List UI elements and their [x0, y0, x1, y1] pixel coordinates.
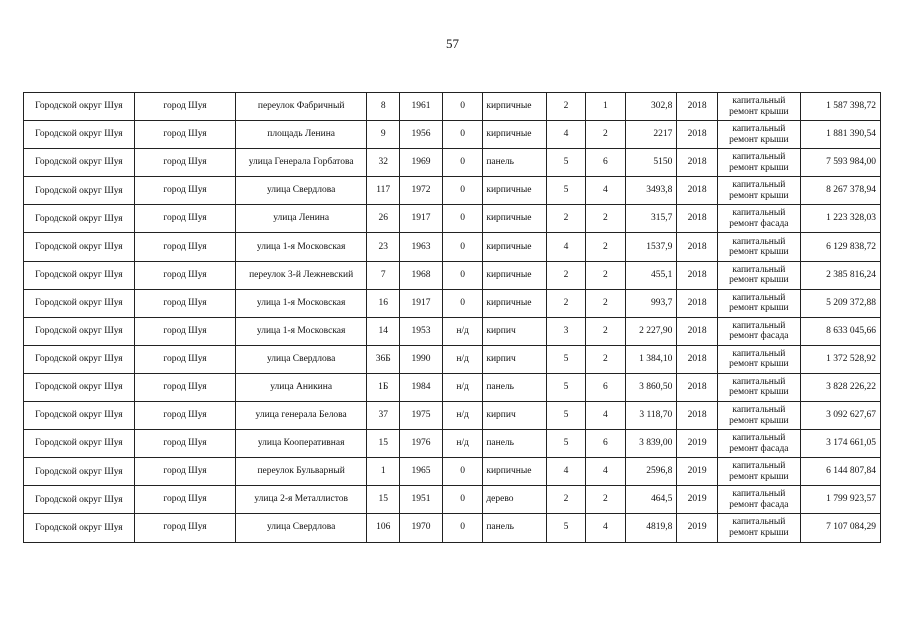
cell-work: капитальный ремонт крыши — [717, 373, 800, 401]
cell-flag: 0 — [442, 233, 483, 261]
cell-flag: 0 — [442, 486, 483, 514]
cell-plan-year: 2018 — [677, 261, 718, 289]
cell-street: улица 1-я Московская — [236, 317, 367, 345]
cell-work: капитальный ремонт крыши — [717, 149, 800, 177]
cell-entrances: 2 — [585, 345, 626, 373]
cell-cost: 1 223 328,03 — [800, 205, 880, 233]
cell-settlement: город Шуя — [134, 289, 235, 317]
cell-street: улица Свердлова — [236, 514, 367, 542]
cell-area: 315,7 — [626, 205, 677, 233]
cell-street: улица Ленина — [236, 205, 367, 233]
cell-municipality: Городской округ Шуя — [24, 317, 135, 345]
cell-flag: 0 — [442, 261, 483, 289]
cell-cost: 8 633 045,66 — [800, 317, 880, 345]
cell-work: капитальный ремонт крыши — [717, 289, 800, 317]
cell-plan-year: 2018 — [677, 177, 718, 205]
cell-entrances: 4 — [585, 402, 626, 430]
cell-plan-year: 2019 — [677, 430, 718, 458]
cell-house: 106 — [367, 514, 400, 542]
cell-settlement: город Шуя — [134, 486, 235, 514]
cell-municipality: Городской округ Шуя — [24, 430, 135, 458]
table-row — [24, 261, 881, 289]
cell-settlement: город Шуя — [134, 430, 235, 458]
cell-year: 1976 — [400, 430, 443, 458]
cell-house: 32 — [367, 149, 400, 177]
cell-entrances: 1 — [585, 93, 626, 121]
table-row — [24, 205, 881, 233]
cell-house: 23 — [367, 233, 400, 261]
cell-flag: 0 — [442, 93, 483, 121]
table-row — [24, 177, 881, 205]
cell-entrances: 4 — [585, 514, 626, 542]
cell-house: 37 — [367, 402, 400, 430]
cell-municipality: Городской округ Шуя — [24, 93, 135, 121]
cell-plan-year: 2019 — [677, 514, 718, 542]
cell-flag: н/д — [442, 317, 483, 345]
cell-material: дерево — [483, 486, 547, 514]
cell-entrances: 2 — [585, 205, 626, 233]
cell-street: улица Аникина — [236, 373, 367, 401]
cell-plan-year: 2018 — [677, 289, 718, 317]
cell-year: 1990 — [400, 345, 443, 373]
cell-flag: 0 — [442, 205, 483, 233]
cell-settlement: город Шуя — [134, 458, 235, 486]
cell-work: капитальный ремонт крыши — [717, 345, 800, 373]
cell-plan-year: 2018 — [677, 317, 718, 345]
cell-material: панель — [483, 430, 547, 458]
cell-work: капитальный ремонт крыши — [717, 233, 800, 261]
cell-year: 1965 — [400, 458, 443, 486]
cell-floors: 2 — [547, 486, 585, 514]
cell-settlement: город Шуя — [134, 149, 235, 177]
cell-cost: 1 799 923,57 — [800, 486, 880, 514]
cell-street: улица Свердлова — [236, 177, 367, 205]
page-number: 57 — [446, 36, 459, 51]
cell-entrances: 2 — [585, 317, 626, 345]
cell-house: 1Б — [367, 373, 400, 401]
cell-settlement: город Шуя — [134, 205, 235, 233]
cell-cost: 3 092 627,67 — [800, 402, 880, 430]
cell-area: 1537,9 — [626, 233, 677, 261]
cell-street: улица Генерала Горбатова — [236, 149, 367, 177]
cell-street: переулок Бульварный — [236, 458, 367, 486]
cell-work: капитальный ремонт крыши — [717, 402, 800, 430]
cell-year: 1956 — [400, 121, 443, 149]
cell-cost: 6 144 807,84 — [800, 458, 880, 486]
cell-floors: 2 — [547, 289, 585, 317]
cell-floors: 5 — [547, 177, 585, 205]
cell-cost: 6 129 838,72 — [800, 233, 880, 261]
cell-municipality: Городской округ Шуя — [24, 373, 135, 401]
cell-plan-year: 2018 — [677, 373, 718, 401]
table-row — [24, 289, 881, 317]
cell-area: 993,7 — [626, 289, 677, 317]
cell-municipality: Городской округ Шуя — [24, 205, 135, 233]
cell-area: 455,1 — [626, 261, 677, 289]
table-row — [24, 121, 881, 149]
cell-house: 1 — [367, 458, 400, 486]
cell-plan-year: 2018 — [677, 121, 718, 149]
cell-plan-year: 2019 — [677, 486, 718, 514]
cell-settlement: город Шуя — [134, 402, 235, 430]
cell-year: 1984 — [400, 373, 443, 401]
cell-settlement: город Шуя — [134, 177, 235, 205]
cell-street: улица Свердлова — [236, 345, 367, 373]
cell-municipality: Городской округ Шуя — [24, 261, 135, 289]
cell-area: 3 839,00 — [626, 430, 677, 458]
cell-flag: 0 — [442, 514, 483, 542]
cell-plan-year: 2019 — [677, 458, 718, 486]
table-row — [24, 345, 881, 373]
cell-street: переулок 3-й Лежневский — [236, 261, 367, 289]
cell-year: 1972 — [400, 177, 443, 205]
cell-entrances: 2 — [585, 289, 626, 317]
housing-repair-table — [23, 92, 881, 543]
cell-material: кирпичные — [483, 458, 547, 486]
cell-flag: н/д — [442, 402, 483, 430]
cell-material: кирпич — [483, 345, 547, 373]
table-body — [24, 93, 881, 543]
table-row — [24, 514, 881, 542]
table-row — [24, 402, 881, 430]
cell-floors: 5 — [547, 373, 585, 401]
cell-municipality: Городской округ Шуя — [24, 149, 135, 177]
cell-municipality: Городской округ Шуя — [24, 289, 135, 317]
cell-material: кирпичные — [483, 205, 547, 233]
cell-floors: 5 — [547, 345, 585, 373]
cell-flag: 0 — [442, 149, 483, 177]
cell-area: 2217 — [626, 121, 677, 149]
cell-material: кирпичные — [483, 233, 547, 261]
cell-entrances: 2 — [585, 261, 626, 289]
cell-material: кирпичные — [483, 261, 547, 289]
cell-entrances: 2 — [585, 486, 626, 514]
cell-street: площадь Ленина — [236, 121, 367, 149]
cell-cost: 5 209 372,88 — [800, 289, 880, 317]
table-row — [24, 233, 881, 261]
cell-material: кирпич — [483, 317, 547, 345]
cell-cost: 3 828 226,22 — [800, 373, 880, 401]
cell-year: 1951 — [400, 486, 443, 514]
cell-flag: н/д — [442, 373, 483, 401]
cell-year: 1961 — [400, 93, 443, 121]
table-row — [24, 430, 881, 458]
cell-cost: 7 593 984,00 — [800, 149, 880, 177]
cell-flag: н/д — [442, 430, 483, 458]
cell-work: капитальный ремонт крыши — [717, 177, 800, 205]
cell-year: 1968 — [400, 261, 443, 289]
cell-floors: 2 — [547, 205, 585, 233]
cell-house: 14 — [367, 317, 400, 345]
cell-cost: 1 881 390,54 — [800, 121, 880, 149]
cell-entrances: 6 — [585, 430, 626, 458]
cell-municipality: Городской округ Шуя — [24, 233, 135, 261]
cell-material: кирпичные — [483, 177, 547, 205]
table-row — [24, 458, 881, 486]
cell-floors: 2 — [547, 93, 585, 121]
cell-work: капитальный ремонт крыши — [717, 121, 800, 149]
cell-settlement: город Шуя — [134, 93, 235, 121]
cell-house: 36Б — [367, 345, 400, 373]
cell-settlement: город Шуя — [134, 121, 235, 149]
cell-street: улица 1-я Московская — [236, 289, 367, 317]
cell-plan-year: 2018 — [677, 233, 718, 261]
cell-floors: 4 — [547, 458, 585, 486]
cell-work: капитальный ремонт крыши — [717, 93, 800, 121]
cell-street: переулок Фабричный — [236, 93, 367, 121]
cell-entrances: 6 — [585, 149, 626, 177]
cell-floors: 4 — [547, 121, 585, 149]
cell-work: капитальный ремонт фасада — [717, 430, 800, 458]
cell-street: улица 2-я Металлистов — [236, 486, 367, 514]
cell-plan-year: 2018 — [677, 402, 718, 430]
cell-municipality: Городской округ Шуя — [24, 514, 135, 542]
cell-settlement: город Шуя — [134, 261, 235, 289]
table-row — [24, 149, 881, 177]
cell-street: улица Кооперативная — [236, 430, 367, 458]
cell-settlement: город Шуя — [134, 233, 235, 261]
cell-municipality: Городской округ Шуя — [24, 345, 135, 373]
cell-area: 302,8 — [626, 93, 677, 121]
cell-plan-year: 2018 — [677, 205, 718, 233]
cell-house: 26 — [367, 205, 400, 233]
cell-cost: 1 372 528,92 — [800, 345, 880, 373]
cell-work: капитальный ремонт фасада — [717, 205, 800, 233]
cell-entrances: 4 — [585, 458, 626, 486]
cell-plan-year: 2018 — [677, 93, 718, 121]
cell-floors: 3 — [547, 317, 585, 345]
cell-area: 3 118,70 — [626, 402, 677, 430]
cell-house: 16 — [367, 289, 400, 317]
cell-work: капитальный ремонт фасада — [717, 486, 800, 514]
cell-area: 2 227,90 — [626, 317, 677, 345]
cell-material: панель — [483, 373, 547, 401]
cell-material: кирпич — [483, 402, 547, 430]
cell-house: 8 — [367, 93, 400, 121]
cell-flag: н/д — [442, 345, 483, 373]
table-row — [24, 317, 881, 345]
cell-flag: 0 — [442, 458, 483, 486]
cell-cost: 2 385 816,24 — [800, 261, 880, 289]
cell-municipality: Городской округ Шуя — [24, 486, 135, 514]
cell-floors: 5 — [547, 514, 585, 542]
cell-plan-year: 2018 — [677, 345, 718, 373]
cell-year: 1963 — [400, 233, 443, 261]
cell-settlement: город Шуя — [134, 345, 235, 373]
cell-floors: 5 — [547, 149, 585, 177]
cell-area: 5150 — [626, 149, 677, 177]
cell-year: 1917 — [400, 289, 443, 317]
cell-flag: 0 — [442, 289, 483, 317]
cell-plan-year: 2018 — [677, 149, 718, 177]
table-row — [24, 373, 881, 401]
cell-entrances: 2 — [585, 121, 626, 149]
cell-settlement: город Шуя — [134, 514, 235, 542]
cell-cost: 8 267 378,94 — [800, 177, 880, 205]
cell-area: 2596,8 — [626, 458, 677, 486]
cell-municipality: Городской округ Шуя — [24, 458, 135, 486]
cell-year: 1969 — [400, 149, 443, 177]
cell-cost: 3 174 661,05 — [800, 430, 880, 458]
cell-house: 15 — [367, 430, 400, 458]
cell-house: 117 — [367, 177, 400, 205]
cell-street: улица 1-я Московская — [236, 233, 367, 261]
cell-municipality: Городской округ Шуя — [24, 402, 135, 430]
cell-house: 15 — [367, 486, 400, 514]
cell-floors: 4 — [547, 233, 585, 261]
cell-area: 4819,8 — [626, 514, 677, 542]
cell-entrances: 6 — [585, 373, 626, 401]
cell-area: 3493,8 — [626, 177, 677, 205]
cell-flag: 0 — [442, 121, 483, 149]
cell-work: капитальный ремонт крыши — [717, 514, 800, 542]
cell-house: 9 — [367, 121, 400, 149]
cell-work: капитальный ремонт фасада — [717, 317, 800, 345]
cell-floors: 2 — [547, 261, 585, 289]
cell-work: капитальный ремонт крыши — [717, 458, 800, 486]
cell-municipality: Городской округ Шуя — [24, 177, 135, 205]
cell-year: 1917 — [400, 205, 443, 233]
cell-cost: 7 107 084,29 — [800, 514, 880, 542]
cell-floors: 5 — [547, 430, 585, 458]
table-row — [24, 93, 881, 121]
cell-year: 1975 — [400, 402, 443, 430]
cell-area: 464,5 — [626, 486, 677, 514]
cell-material: панель — [483, 149, 547, 177]
cell-year: 1970 — [400, 514, 443, 542]
cell-area: 3 860,50 — [626, 373, 677, 401]
cell-material: панель — [483, 514, 547, 542]
cell-settlement: город Шуя — [134, 373, 235, 401]
cell-year: 1953 — [400, 317, 443, 345]
cell-flag: 0 — [442, 177, 483, 205]
cell-cost: 1 587 398,72 — [800, 93, 880, 121]
cell-entrances: 2 — [585, 233, 626, 261]
table-row — [24, 486, 881, 514]
cell-settlement: город Шуя — [134, 317, 235, 345]
cell-floors: 5 — [547, 402, 585, 430]
cell-area: 1 384,10 — [626, 345, 677, 373]
cell-material: кирпичные — [483, 289, 547, 317]
cell-street: улица генерала Белова — [236, 402, 367, 430]
cell-material: кирпичные — [483, 93, 547, 121]
cell-material: кирпичные — [483, 121, 547, 149]
cell-work: капитальный ремонт крыши — [717, 261, 800, 289]
cell-entrances: 4 — [585, 177, 626, 205]
cell-house: 7 — [367, 261, 400, 289]
cell-municipality: Городской округ Шуя — [24, 121, 135, 149]
